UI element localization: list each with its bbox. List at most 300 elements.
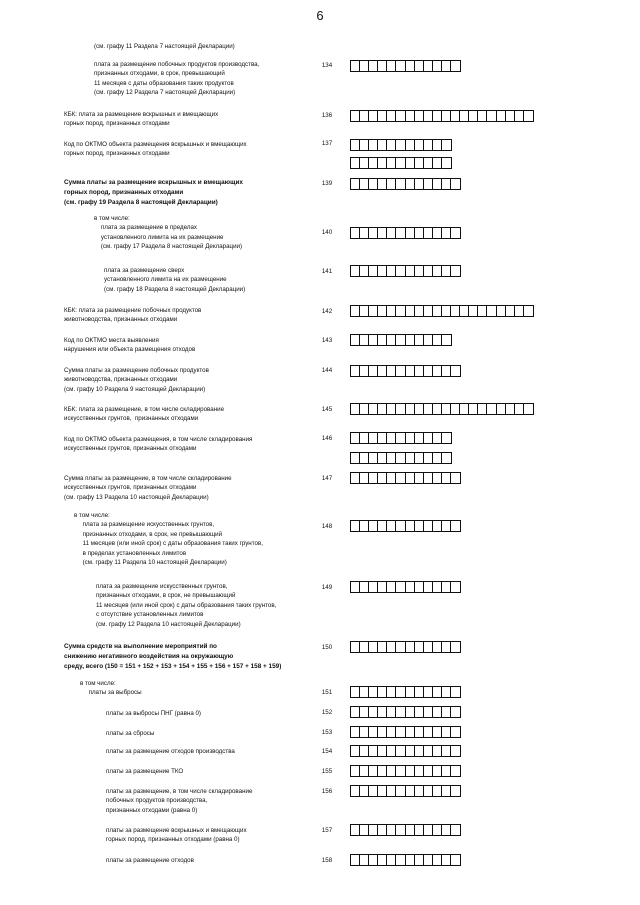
cells-136-cell[interactable] bbox=[415, 111, 424, 121]
cells-136-cell[interactable] bbox=[460, 111, 469, 121]
cells-136-cell[interactable] bbox=[378, 111, 387, 121]
cells-137-second-cell[interactable] bbox=[442, 158, 451, 168]
cells-146-cell[interactable] bbox=[351, 433, 360, 443]
cells-157-cell[interactable] bbox=[406, 825, 415, 835]
cells-146-second[interactable] bbox=[350, 452, 452, 464]
cells-156-cell[interactable] bbox=[378, 786, 387, 796]
cells-149-cell[interactable] bbox=[396, 582, 405, 592]
cells-140-cell[interactable] bbox=[360, 228, 369, 238]
cells-146-cell[interactable] bbox=[442, 433, 451, 443]
cells-141-cell[interactable] bbox=[387, 266, 396, 276]
cells-150-cell[interactable] bbox=[378, 642, 387, 652]
cells-153-cell[interactable] bbox=[396, 727, 405, 737]
cells-136-cell[interactable] bbox=[478, 111, 487, 121]
cells-148-cell[interactable] bbox=[360, 521, 369, 531]
cells-136-cell[interactable] bbox=[487, 111, 496, 121]
cells-142-cell[interactable] bbox=[497, 306, 506, 316]
cells-145-cell[interactable] bbox=[469, 404, 478, 414]
cells-146-cell[interactable] bbox=[406, 433, 415, 443]
cells-145-cell[interactable] bbox=[515, 404, 524, 414]
cells-139-cell[interactable] bbox=[360, 179, 369, 189]
cells-149-cell[interactable] bbox=[451, 582, 460, 592]
cells-137-cell[interactable] bbox=[415, 140, 424, 150]
cells-142-cell[interactable] bbox=[396, 306, 405, 316]
cells-149-cell[interactable] bbox=[360, 582, 369, 592]
cells-136-cell[interactable] bbox=[469, 111, 478, 121]
cells-155-cell[interactable] bbox=[369, 766, 378, 776]
cells-142-cell[interactable] bbox=[424, 306, 433, 316]
cells-152-cell[interactable] bbox=[360, 707, 369, 717]
cells-155-cell[interactable] bbox=[351, 766, 360, 776]
cells-142-cell[interactable] bbox=[433, 306, 442, 316]
cells-141-cell[interactable] bbox=[396, 266, 405, 276]
cells-141-cell[interactable] bbox=[351, 266, 360, 276]
cells-153-cell[interactable] bbox=[442, 727, 451, 737]
cells-151-cell[interactable] bbox=[406, 687, 415, 697]
cells-136-cell[interactable] bbox=[424, 111, 433, 121]
cells-149-cell[interactable] bbox=[406, 582, 415, 592]
cells-150-cell[interactable] bbox=[433, 642, 442, 652]
cells-147-cell[interactable] bbox=[406, 473, 415, 483]
cells-158-cell[interactable] bbox=[451, 855, 460, 865]
cells-145-cell[interactable] bbox=[451, 404, 460, 414]
cells-144-cell[interactable] bbox=[433, 366, 442, 376]
cells-157-cell[interactable] bbox=[360, 825, 369, 835]
cells-146-cell[interactable] bbox=[360, 433, 369, 443]
cells-141-cell[interactable] bbox=[451, 266, 460, 276]
cells-137-second-cell[interactable] bbox=[415, 158, 424, 168]
cells-139-cell[interactable] bbox=[351, 179, 360, 189]
cells-156-cell[interactable] bbox=[433, 786, 442, 796]
cells-155-cell[interactable] bbox=[406, 766, 415, 776]
cells-158-cell[interactable] bbox=[415, 855, 424, 865]
cells-144-cell[interactable] bbox=[351, 366, 360, 376]
cells-140-cell[interactable] bbox=[387, 228, 396, 238]
cells-156-cell[interactable] bbox=[451, 786, 460, 796]
cells-141-cell[interactable] bbox=[415, 266, 424, 276]
cells-140-cell[interactable] bbox=[396, 228, 405, 238]
cells-143-cell[interactable] bbox=[424, 335, 433, 345]
cells-141-cell[interactable] bbox=[406, 266, 415, 276]
cells-137-second-cell[interactable] bbox=[378, 158, 387, 168]
cells-148-cell[interactable] bbox=[442, 521, 451, 531]
cells-157-cell[interactable] bbox=[351, 825, 360, 835]
cells-134-cell[interactable] bbox=[433, 61, 442, 71]
cells-157-cell[interactable] bbox=[387, 825, 396, 835]
cells-153-cell[interactable] bbox=[369, 727, 378, 737]
cells-154-cell[interactable] bbox=[442, 746, 451, 756]
cells-157-cell[interactable] bbox=[442, 825, 451, 835]
cells-140-cell[interactable] bbox=[378, 228, 387, 238]
cells-136-cell[interactable] bbox=[524, 111, 533, 121]
cells-141-cell[interactable] bbox=[442, 266, 451, 276]
cells-136-cell[interactable] bbox=[442, 111, 451, 121]
cells-144-cell[interactable] bbox=[369, 366, 378, 376]
cells-158-cell[interactable] bbox=[396, 855, 405, 865]
cells-137-cell[interactable] bbox=[433, 140, 442, 150]
cells-150-cell[interactable] bbox=[442, 642, 451, 652]
cells-142-cell[interactable] bbox=[378, 306, 387, 316]
cells-151-cell[interactable] bbox=[351, 687, 360, 697]
cells-151-cell[interactable] bbox=[451, 687, 460, 697]
cells-143-cell[interactable] bbox=[351, 335, 360, 345]
cells-151-cell[interactable] bbox=[433, 687, 442, 697]
cells-134-cell[interactable] bbox=[451, 61, 460, 71]
cells-146-second-cell[interactable] bbox=[378, 453, 387, 463]
cells-136-cell[interactable] bbox=[351, 111, 360, 121]
cells-155-cell[interactable] bbox=[424, 766, 433, 776]
cells-147-cell[interactable] bbox=[360, 473, 369, 483]
cells-141-cell[interactable] bbox=[369, 266, 378, 276]
cells-146-second-cell[interactable] bbox=[396, 453, 405, 463]
cells-145-cell[interactable] bbox=[424, 404, 433, 414]
cells-145-cell[interactable] bbox=[406, 404, 415, 414]
cells-158-cell[interactable] bbox=[387, 855, 396, 865]
cells-137-cell[interactable] bbox=[378, 140, 387, 150]
cells-145-cell[interactable] bbox=[442, 404, 451, 414]
cells-143-cell[interactable] bbox=[369, 335, 378, 345]
cells-154-cell[interactable] bbox=[433, 746, 442, 756]
cells-151-cell[interactable] bbox=[360, 687, 369, 697]
cells-146-second-cell[interactable] bbox=[424, 453, 433, 463]
cells-146-second-cell[interactable] bbox=[406, 453, 415, 463]
cells-142-cell[interactable] bbox=[478, 306, 487, 316]
cells-147-cell[interactable] bbox=[415, 473, 424, 483]
cells-150-cell[interactable] bbox=[396, 642, 405, 652]
cells-145-cell[interactable] bbox=[524, 404, 533, 414]
cells-145-cell[interactable] bbox=[369, 404, 378, 414]
cells-155-cell[interactable] bbox=[415, 766, 424, 776]
cells-136-cell[interactable] bbox=[506, 111, 515, 121]
cells-134-cell[interactable] bbox=[406, 61, 415, 71]
cells-142-cell[interactable] bbox=[351, 306, 360, 316]
cells-150-cell[interactable] bbox=[415, 642, 424, 652]
cells-144[interactable] bbox=[350, 365, 461, 377]
cells-148-cell[interactable] bbox=[396, 521, 405, 531]
cells-149-cell[interactable] bbox=[433, 582, 442, 592]
cells-136-cell[interactable] bbox=[360, 111, 369, 121]
cells-144-cell[interactable] bbox=[451, 366, 460, 376]
cells-146-cell[interactable] bbox=[433, 433, 442, 443]
cells-149-cell[interactable] bbox=[442, 582, 451, 592]
cells-144-cell[interactable] bbox=[442, 366, 451, 376]
cells-153-cell[interactable] bbox=[378, 727, 387, 737]
cells-142[interactable] bbox=[350, 305, 534, 317]
cells-137-second-cell[interactable] bbox=[369, 158, 378, 168]
cells-142-cell[interactable] bbox=[524, 306, 533, 316]
cells-142-cell[interactable] bbox=[506, 306, 515, 316]
cells-139-cell[interactable] bbox=[433, 179, 442, 189]
cells-145[interactable] bbox=[350, 403, 534, 415]
cells-157-cell[interactable] bbox=[415, 825, 424, 835]
cells-150-cell[interactable] bbox=[451, 642, 460, 652]
cells-146-cell[interactable] bbox=[415, 433, 424, 443]
cells-150-cell[interactable] bbox=[351, 642, 360, 652]
cells-152-cell[interactable] bbox=[451, 707, 460, 717]
cells-154-cell[interactable] bbox=[451, 746, 460, 756]
cells-143-cell[interactable] bbox=[378, 335, 387, 345]
cells-156-cell[interactable] bbox=[415, 786, 424, 796]
cells-153-cell[interactable] bbox=[433, 727, 442, 737]
cells-147-cell[interactable] bbox=[387, 473, 396, 483]
cells-147[interactable] bbox=[350, 472, 461, 484]
cells-147-cell[interactable] bbox=[451, 473, 460, 483]
cells-156-cell[interactable] bbox=[396, 786, 405, 796]
cells-140-cell[interactable] bbox=[442, 228, 451, 238]
cells-158-cell[interactable] bbox=[442, 855, 451, 865]
cells-140-cell[interactable] bbox=[406, 228, 415, 238]
cells-136[interactable] bbox=[350, 110, 534, 122]
cells-151[interactable] bbox=[350, 686, 461, 698]
cells-150-cell[interactable] bbox=[387, 642, 396, 652]
cells-148-cell[interactable] bbox=[433, 521, 442, 531]
cells-150[interactable] bbox=[350, 641, 461, 653]
cells-145-cell[interactable] bbox=[487, 404, 496, 414]
cells-156-cell[interactable] bbox=[387, 786, 396, 796]
cells-137-second-cell[interactable] bbox=[360, 158, 369, 168]
cells-146[interactable] bbox=[350, 432, 452, 444]
cells-137[interactable] bbox=[350, 139, 452, 151]
cells-151-cell[interactable] bbox=[369, 687, 378, 697]
cells-147-cell[interactable] bbox=[351, 473, 360, 483]
cells-145-cell[interactable] bbox=[497, 404, 506, 414]
cells-151-cell[interactable] bbox=[442, 687, 451, 697]
cells-158-cell[interactable] bbox=[378, 855, 387, 865]
cells-137-cell[interactable] bbox=[396, 140, 405, 150]
cells-153-cell[interactable] bbox=[415, 727, 424, 737]
cells-156-cell[interactable] bbox=[424, 786, 433, 796]
cells-150-cell[interactable] bbox=[424, 642, 433, 652]
cells-140-cell[interactable] bbox=[415, 228, 424, 238]
cells-139-cell[interactable] bbox=[415, 179, 424, 189]
cells-137-second-cell[interactable] bbox=[424, 158, 433, 168]
cells-147-cell[interactable] bbox=[433, 473, 442, 483]
cells-136-cell[interactable] bbox=[369, 111, 378, 121]
cells-137-cell[interactable] bbox=[387, 140, 396, 150]
cells-148[interactable] bbox=[350, 520, 461, 532]
cells-152-cell[interactable] bbox=[396, 707, 405, 717]
cells-147-cell[interactable] bbox=[369, 473, 378, 483]
cells-149-cell[interactable] bbox=[387, 582, 396, 592]
cells-156[interactable] bbox=[350, 785, 461, 797]
cells-134-cell[interactable] bbox=[442, 61, 451, 71]
cells-137-cell[interactable] bbox=[351, 140, 360, 150]
cells-140-cell[interactable] bbox=[424, 228, 433, 238]
cells-145-cell[interactable] bbox=[478, 404, 487, 414]
cells-155-cell[interactable] bbox=[433, 766, 442, 776]
cells-152[interactable] bbox=[350, 706, 461, 718]
cells-155-cell[interactable] bbox=[360, 766, 369, 776]
cells-143-cell[interactable] bbox=[360, 335, 369, 345]
cells-152-cell[interactable] bbox=[351, 707, 360, 717]
cells-144-cell[interactable] bbox=[406, 366, 415, 376]
cells-145-cell[interactable] bbox=[506, 404, 515, 414]
cells-152-cell[interactable] bbox=[387, 707, 396, 717]
cells-134-cell[interactable] bbox=[396, 61, 405, 71]
cells-154-cell[interactable] bbox=[360, 746, 369, 756]
cells-145-cell[interactable] bbox=[378, 404, 387, 414]
cells-140-cell[interactable] bbox=[351, 228, 360, 238]
cells-153-cell[interactable] bbox=[424, 727, 433, 737]
cells-145-cell[interactable] bbox=[351, 404, 360, 414]
cells-154-cell[interactable] bbox=[406, 746, 415, 756]
cells-155-cell[interactable] bbox=[378, 766, 387, 776]
cells-136-cell[interactable] bbox=[515, 111, 524, 121]
cells-141[interactable] bbox=[350, 265, 461, 277]
cells-136-cell[interactable] bbox=[497, 111, 506, 121]
cells-151-cell[interactable] bbox=[378, 687, 387, 697]
cells-145-cell[interactable] bbox=[433, 404, 442, 414]
cells-148-cell[interactable] bbox=[415, 521, 424, 531]
cells-141-cell[interactable] bbox=[424, 266, 433, 276]
cells-157-cell[interactable] bbox=[424, 825, 433, 835]
cells-157-cell[interactable] bbox=[396, 825, 405, 835]
cells-153-cell[interactable] bbox=[360, 727, 369, 737]
cells-146-cell[interactable] bbox=[378, 433, 387, 443]
cells-149[interactable] bbox=[350, 581, 461, 593]
cells-151-cell[interactable] bbox=[415, 687, 424, 697]
cells-147-cell[interactable] bbox=[396, 473, 405, 483]
cells-158-cell[interactable] bbox=[360, 855, 369, 865]
cells-156-cell[interactable] bbox=[406, 786, 415, 796]
cells-143[interactable] bbox=[350, 334, 452, 346]
cells-149-cell[interactable] bbox=[415, 582, 424, 592]
cells-145-cell[interactable] bbox=[360, 404, 369, 414]
cells-158-cell[interactable] bbox=[406, 855, 415, 865]
cells-158-cell[interactable] bbox=[424, 855, 433, 865]
cells-154[interactable] bbox=[350, 745, 461, 757]
cells-152-cell[interactable] bbox=[415, 707, 424, 717]
cells-158-cell[interactable] bbox=[433, 855, 442, 865]
cells-136-cell[interactable] bbox=[451, 111, 460, 121]
cells-148-cell[interactable] bbox=[351, 521, 360, 531]
cells-144-cell[interactable] bbox=[415, 366, 424, 376]
cells-145-cell[interactable] bbox=[387, 404, 396, 414]
cells-140[interactable] bbox=[350, 227, 461, 239]
cells-134-cell[interactable] bbox=[378, 61, 387, 71]
cells-148-cell[interactable] bbox=[424, 521, 433, 531]
cells-153-cell[interactable] bbox=[451, 727, 460, 737]
cells-156-cell[interactable] bbox=[442, 786, 451, 796]
cells-151-cell[interactable] bbox=[424, 687, 433, 697]
cells-144-cell[interactable] bbox=[360, 366, 369, 376]
cells-136-cell[interactable] bbox=[396, 111, 405, 121]
cells-157-cell[interactable] bbox=[451, 825, 460, 835]
cells-146-second-cell[interactable] bbox=[415, 453, 424, 463]
cells-155-cell[interactable] bbox=[451, 766, 460, 776]
cells-134-cell[interactable] bbox=[424, 61, 433, 71]
cells-140-cell[interactable] bbox=[451, 228, 460, 238]
cells-137-cell[interactable] bbox=[442, 140, 451, 150]
cells-149-cell[interactable] bbox=[369, 582, 378, 592]
cells-150-cell[interactable] bbox=[369, 642, 378, 652]
cells-156-cell[interactable] bbox=[351, 786, 360, 796]
cells-142-cell[interactable] bbox=[469, 306, 478, 316]
cells-154-cell[interactable] bbox=[351, 746, 360, 756]
cells-152-cell[interactable] bbox=[442, 707, 451, 717]
cells-134[interactable] bbox=[350, 60, 461, 72]
cells-142-cell[interactable] bbox=[387, 306, 396, 316]
cells-149-cell[interactable] bbox=[378, 582, 387, 592]
cells-154-cell[interactable] bbox=[396, 746, 405, 756]
cells-156-cell[interactable] bbox=[369, 786, 378, 796]
cells-144-cell[interactable] bbox=[424, 366, 433, 376]
cells-153-cell[interactable] bbox=[406, 727, 415, 737]
cells-136-cell[interactable] bbox=[387, 111, 396, 121]
cells-157-cell[interactable] bbox=[433, 825, 442, 835]
cells-152-cell[interactable] bbox=[369, 707, 378, 717]
cells-150-cell[interactable] bbox=[360, 642, 369, 652]
cells-143-cell[interactable] bbox=[387, 335, 396, 345]
cells-146-second-cell[interactable] bbox=[369, 453, 378, 463]
cells-153-cell[interactable] bbox=[351, 727, 360, 737]
cells-147-cell[interactable] bbox=[378, 473, 387, 483]
cells-146-second-cell[interactable] bbox=[360, 453, 369, 463]
cells-141-cell[interactable] bbox=[360, 266, 369, 276]
cells-155-cell[interactable] bbox=[387, 766, 396, 776]
cells-140-cell[interactable] bbox=[369, 228, 378, 238]
cells-155-cell[interactable] bbox=[442, 766, 451, 776]
cells-149-cell[interactable] bbox=[424, 582, 433, 592]
cells-142-cell[interactable] bbox=[415, 306, 424, 316]
cells-139-cell[interactable] bbox=[369, 179, 378, 189]
cells-149-cell[interactable] bbox=[351, 582, 360, 592]
cells-134-cell[interactable] bbox=[351, 61, 360, 71]
cells-145-cell[interactable] bbox=[460, 404, 469, 414]
cells-147-cell[interactable] bbox=[442, 473, 451, 483]
cells-142-cell[interactable] bbox=[451, 306, 460, 316]
cells-148-cell[interactable] bbox=[387, 521, 396, 531]
cells-158-cell[interactable] bbox=[369, 855, 378, 865]
cells-136-cell[interactable] bbox=[433, 111, 442, 121]
cells-145-cell[interactable] bbox=[396, 404, 405, 414]
cells-134-cell[interactable] bbox=[360, 61, 369, 71]
cells-148-cell[interactable] bbox=[451, 521, 460, 531]
cells-157-cell[interactable] bbox=[369, 825, 378, 835]
cells-152-cell[interactable] bbox=[424, 707, 433, 717]
cells-137-second-cell[interactable] bbox=[387, 158, 396, 168]
cells-143-cell[interactable] bbox=[415, 335, 424, 345]
cells-148-cell[interactable] bbox=[406, 521, 415, 531]
cells-154-cell[interactable] bbox=[424, 746, 433, 756]
cells-142-cell[interactable] bbox=[515, 306, 524, 316]
cells-137-cell[interactable] bbox=[406, 140, 415, 150]
cells-154-cell[interactable] bbox=[387, 746, 396, 756]
cells-142-cell[interactable] bbox=[360, 306, 369, 316]
cells-139-cell[interactable] bbox=[424, 179, 433, 189]
cells-136-cell[interactable] bbox=[406, 111, 415, 121]
cells-139-cell[interactable] bbox=[387, 179, 396, 189]
cells-139[interactable] bbox=[350, 178, 461, 190]
cells-142-cell[interactable] bbox=[487, 306, 496, 316]
cells-146-second-cell[interactable] bbox=[442, 453, 451, 463]
cells-153[interactable] bbox=[350, 726, 461, 738]
cells-158[interactable] bbox=[350, 854, 461, 866]
cells-146-cell[interactable] bbox=[424, 433, 433, 443]
cells-142-cell[interactable] bbox=[442, 306, 451, 316]
cells-142-cell[interactable] bbox=[406, 306, 415, 316]
cells-139-cell[interactable] bbox=[442, 179, 451, 189]
cells-137-second[interactable] bbox=[350, 157, 452, 169]
cells-148-cell[interactable] bbox=[369, 521, 378, 531]
cells-146-cell[interactable] bbox=[387, 433, 396, 443]
cells-144-cell[interactable] bbox=[387, 366, 396, 376]
cells-154-cell[interactable] bbox=[378, 746, 387, 756]
cells-146-second-cell[interactable] bbox=[387, 453, 396, 463]
cells-141-cell[interactable] bbox=[378, 266, 387, 276]
cells-141-cell[interactable] bbox=[433, 266, 442, 276]
cells-140-cell[interactable] bbox=[433, 228, 442, 238]
